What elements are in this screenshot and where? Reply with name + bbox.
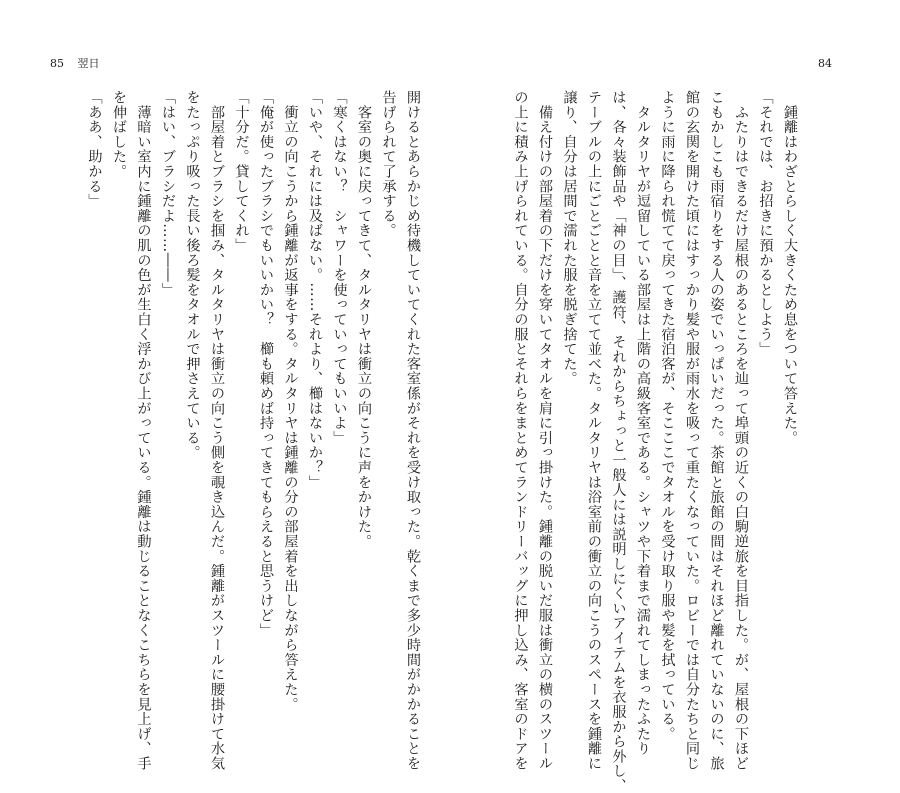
text-line: こもかしこも雨宿りをする人の姿でいっぱいだった。茶館と旅館の間はそれほど離れていないのに、旅	[708, 90, 725, 771]
text-line: 譲り、自分は居間で濡れた服を脱ぎ捨てた。	[561, 90, 578, 386]
text-line: をたっぷり吸った長い後ろ髪をタオルで押さえている。	[184, 90, 201, 460]
text-line: の上に積み上げられている。自分の服とそれらをまとめてランドリーバッグに押し込み、客室のドアを	[512, 90, 529, 771]
text-line: ように雨に降られ慌てて戻ってきた宿泊客が、そこここでタオルを受け取り服や髪を拭っている。	[659, 90, 676, 742]
right-page-body	[508, 90, 802, 793]
text-line: 「はい、ブラシだよ……――」	[160, 90, 176, 298]
left-page-folio	[50, 58, 100, 70]
text-line: 「俺が使ったブラシでもいいかい？ 櫛も頼めば持ってきてもらえると思うけど」	[258, 90, 274, 638]
text-line: ふたりはできるだけ屋根のあるところを辿って埠頭の近くの白駒逆旅を目指した。が、屋根の下ほど	[733, 90, 749, 771]
text-line: 薄暗い室内に鍾離の肌の色が生白く浮かび上がっている。鍾離は動じることなくこちらを見上げ、手	[135, 90, 152, 771]
text-line: テーブルの上にごとごとと音を立てて並べた。タルタリヤは浴室前の衝立の向こうのスペースを鍾離に	[586, 90, 602, 771]
left-page-number: 85	[50, 57, 64, 70]
text-line: 「いや、それには及ばない。……それより、櫛はないか？」	[307, 90, 323, 490]
right-page-folio	[818, 58, 832, 70]
text-line: 「十分だ。貸してくれ」	[233, 90, 250, 253]
text-line: は、各々装飾品や「神の目」、護符、それからちょっと一般人には説明しにくいアイテムを衣服から外し、	[610, 90, 627, 793]
text-line: タルタリヤが逗留している部屋は上階の高級客室である。シャツや下着まで濡れてしまったふたり	[635, 90, 651, 756]
text-line: 「ああ、助かる」	[86, 90, 103, 209]
text-line: 告げられて了承する。	[380, 90, 397, 238]
running-head: 翌日	[77, 57, 100, 70]
right-page-number: 84	[818, 57, 832, 70]
text-line: 館の玄関を開けた頃にはすっかり髪や服が雨水を吸って重たくなっていた。ロビーでは自分たちと同じ	[684, 90, 700, 771]
text-line: 備え付けの部屋着の下だけを穿いてタオルを肩に引っ掛けた。鍾離の脱いだ服は衝立の横のスツール	[537, 90, 553, 771]
left-page-body	[82, 90, 425, 771]
text-line: 「それでは、お招きに預かるとしよう」	[757, 90, 774, 357]
text-line: 開けるとあらかじめ待機していてくれた客室係がそれを受け取った。乾くまで多少時間がかかることを	[405, 90, 421, 771]
text-line: を伸ばした。	[111, 90, 127, 179]
text-line: 鍾離はわざとらしく大きくため息をついて答えた。	[782, 90, 798, 446]
text-line: 部屋着とブラシを掴み、タルタリヤは衝立の向こう側を覗き込んだ。鍾離がスツールに腰掛けて水気	[209, 90, 225, 771]
text-line: 衝立の向こうから鍾離が返事をする。タルタリヤは鍾離の分の部屋着を出しながら答えた。	[282, 90, 299, 712]
text-line: 「寒くはない？ シャワーを使っていってもいいよ」	[331, 90, 348, 446]
text-line: 客室の奥に戻ってきて、タルタリヤは衝立の向こうに声をかけた。	[356, 90, 372, 549]
